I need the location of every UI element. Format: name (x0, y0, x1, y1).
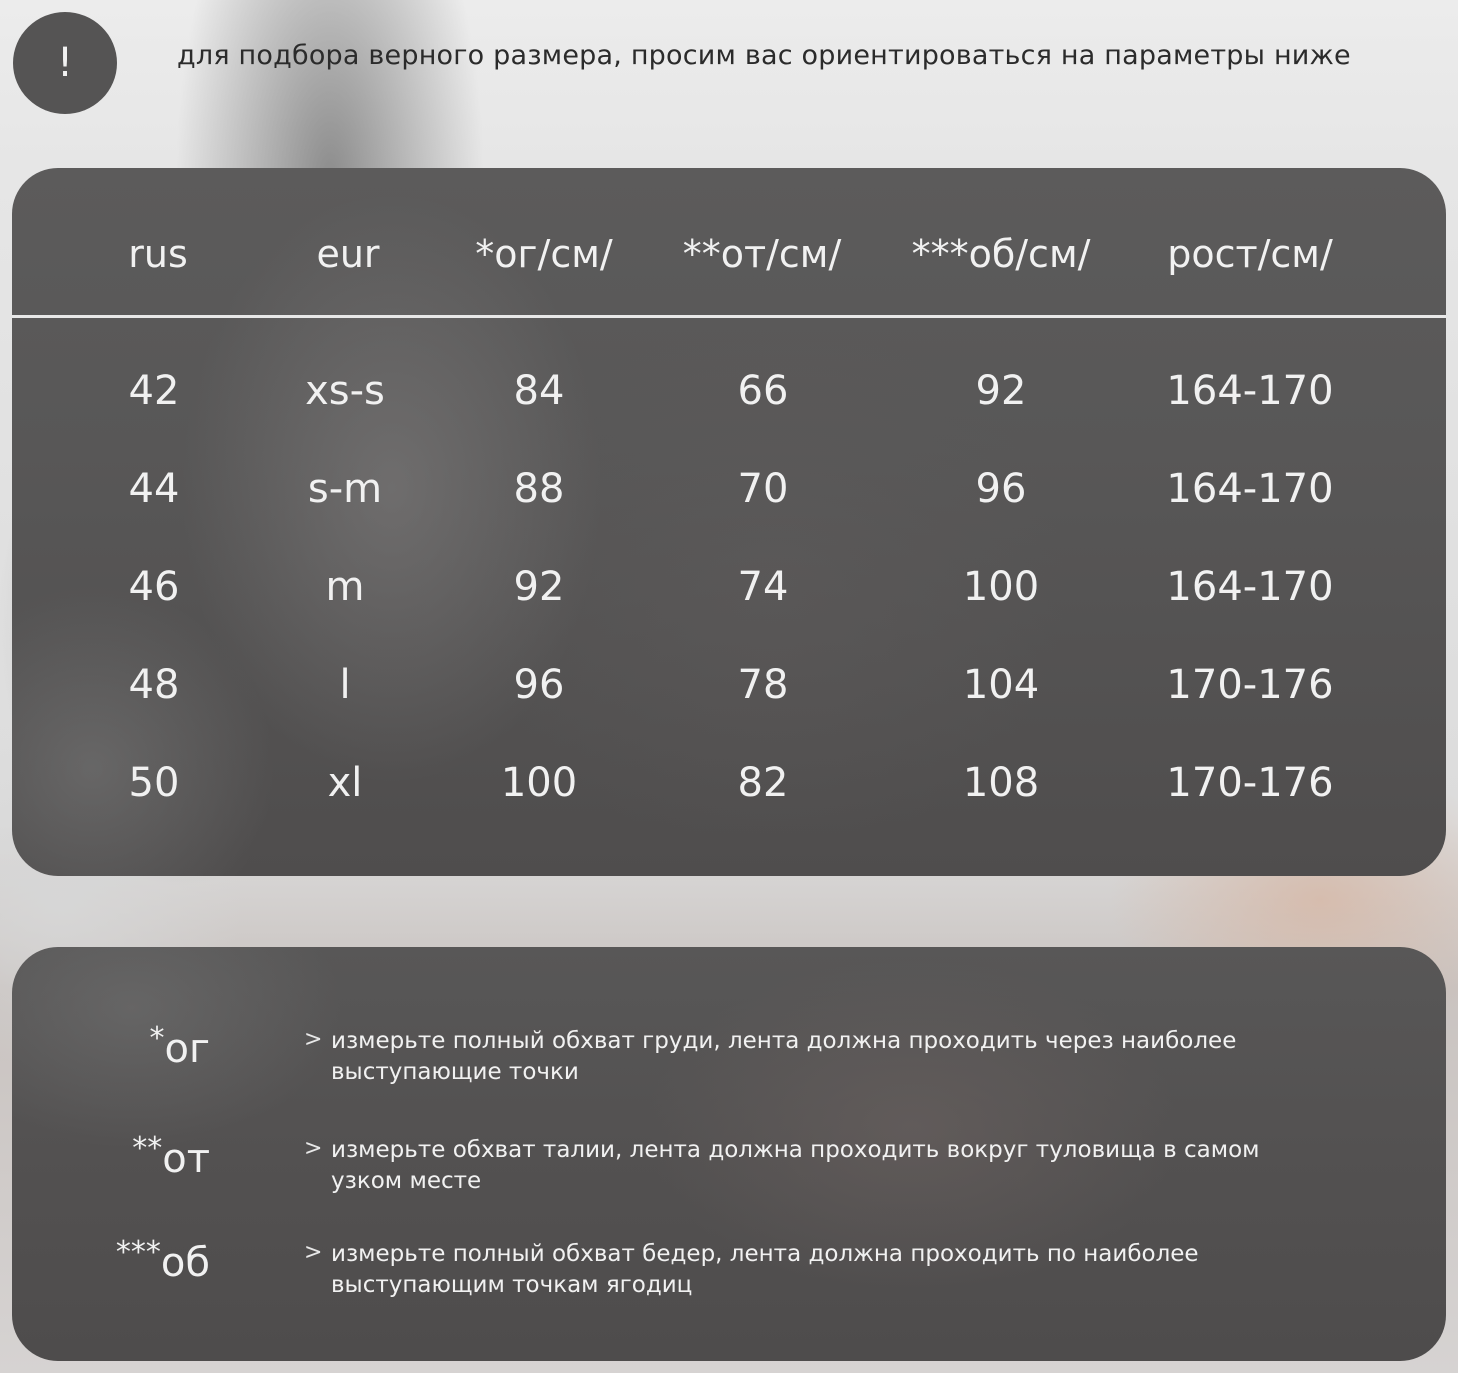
cell-hips: 92 (975, 368, 1027, 414)
cell-rus: 42 (128, 368, 180, 414)
header-eur: eur (316, 232, 380, 276)
table-header-row (12, 168, 1446, 316)
header-waist: **от/см/ (682, 232, 842, 276)
cell-waist: 74 (737, 564, 789, 610)
cell-rus: 50 (128, 760, 180, 806)
legend-stars: *** (115, 1235, 161, 1270)
legend-abbr (116, 1235, 210, 1286)
cell-chest: 100 (500, 760, 578, 806)
cell-height: 170-176 (1166, 662, 1334, 708)
legend-description: измерьте обхват талии, лента должна проходить вокруг туловища в самом узком месте (331, 1137, 1260, 1194)
cell-rus: 46 (128, 564, 180, 610)
cell-hips: 108 (962, 760, 1040, 806)
exclamation-glyph: ! (56, 40, 74, 86)
cell-waist: 70 (737, 466, 789, 512)
header-divider (12, 315, 1446, 318)
cell-eur: m (325, 564, 365, 610)
header-chest: *ог/см/ (475, 232, 613, 276)
cell-hips: 96 (975, 466, 1027, 512)
chevron-right-icon: > (304, 1027, 323, 1052)
cell-waist: 82 (737, 760, 789, 806)
cell-eur: xl (327, 760, 363, 806)
legend-abbr-text: от (162, 1136, 210, 1182)
cell-rus: 48 (128, 662, 180, 708)
cell-eur: s-m (307, 466, 383, 512)
legend-description: измерьте полный обхват груди, лента должна проходить через наиболее выступающие точки (331, 1028, 1237, 1085)
chevron-right-icon: > (304, 1240, 323, 1265)
exclamation-icon (13, 12, 117, 114)
cell-height: 164-170 (1166, 368, 1334, 414)
cell-height: 164-170 (1166, 466, 1334, 512)
cell-waist: 66 (737, 368, 789, 414)
cell-eur: xs-s (305, 368, 385, 414)
notice-text: для подбора верного размера, просим вас ориентироваться на параметры ниже (177, 40, 1351, 71)
cell-rus: 44 (128, 466, 180, 512)
measurement-legend (12, 947, 1446, 1361)
cell-height: 170-176 (1166, 760, 1334, 806)
legend-abbr-text: ог (164, 1026, 210, 1072)
cell-hips: 104 (962, 662, 1040, 708)
legend-stars: ** (132, 1131, 163, 1166)
legend-abbr-text: об (160, 1240, 210, 1286)
cell-chest: 92 (513, 564, 565, 610)
cell-waist: 78 (737, 662, 789, 708)
header-hips: ***об/см/ (911, 232, 1091, 276)
cell-height: 164-170 (1166, 564, 1334, 610)
header-height: рост/см/ (1167, 232, 1333, 276)
cell-hips: 100 (962, 564, 1040, 610)
cell-chest: 88 (513, 466, 565, 512)
chevron-right-icon: > (304, 1136, 323, 1161)
legend-stars: * (149, 1021, 165, 1056)
legend-abbr (132, 1131, 210, 1182)
legend-abbr (150, 1021, 211, 1072)
size-table (12, 168, 1446, 876)
cell-eur: l (339, 662, 351, 708)
cell-chest: 84 (513, 368, 565, 414)
legend-description: измерьте полный обхват бедер, лента должна проходить по наиболее выступающим точкам ягодиц (331, 1241, 1199, 1298)
header-rus: rus (128, 232, 188, 276)
cell-chest: 96 (513, 662, 565, 708)
